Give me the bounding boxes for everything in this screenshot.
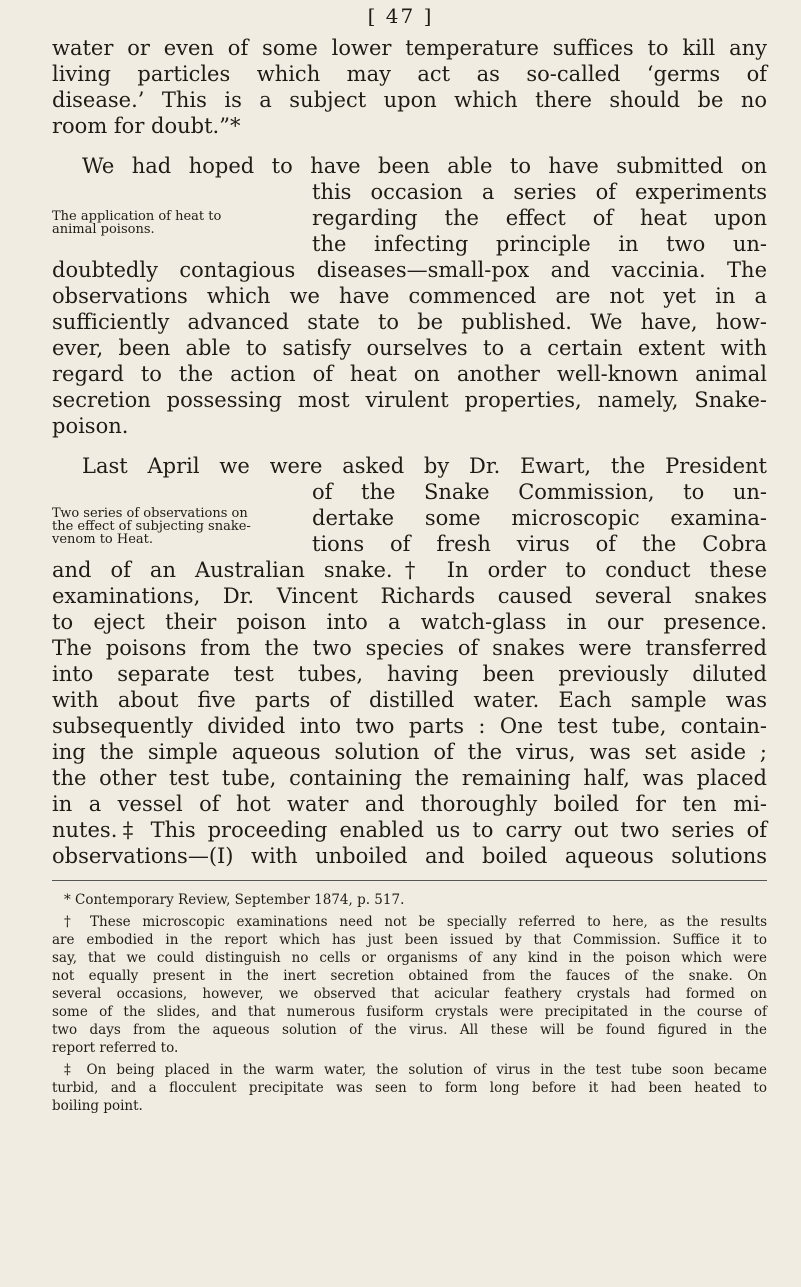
text-line: ing the simple aqueous solution of the virus, was set aside ; bbox=[52, 740, 767, 764]
footnote-line: report referred to. bbox=[52, 1040, 179, 1056]
text-line: in a vessel of hot water and thoroughly boiled for ten mi- bbox=[52, 792, 767, 816]
text-line: secretion possessing most virulent properties, namely, Snake- bbox=[52, 388, 767, 412]
text-line: of the Snake Commission, to un- bbox=[312, 480, 767, 504]
footnote-line: † These microscopic examinations need not be specially referred to here, as the results bbox=[64, 914, 767, 930]
text-line: sufficiently advanced state to be published. We have, how- bbox=[52, 310, 767, 334]
text-line: and of an Australian snake.† In order to conduct these bbox=[52, 558, 767, 582]
text-line: disease.’ This is a subject upon which there should be no bbox=[52, 88, 767, 112]
side-note-line: Two series of observations on bbox=[52, 506, 248, 521]
footnote-line: boiling point. bbox=[52, 1098, 143, 1114]
text-line: observations—(I) with unboiled and boiled aqueous solutions bbox=[52, 844, 767, 868]
footnote-line: ‡ On being placed in the warm water, the solution of virus in the test tube soon became bbox=[64, 1062, 767, 1078]
footnote-line: are embodied in the report which has just been issued by that Commission. Suffice it to bbox=[52, 932, 767, 948]
text-line: the other test tube, containing the remaining half, was placed bbox=[52, 766, 767, 790]
text-line: water or even of some lower temperature suffices to kill any bbox=[52, 36, 767, 60]
footnote-line: say, that we could distinguish no cells or organisms of any kind in the poison which were bbox=[52, 950, 767, 966]
text-line: room for doubt.”* bbox=[52, 114, 241, 138]
side-note bbox=[52, 210, 302, 236]
text-line: poison. bbox=[52, 414, 129, 438]
text-line: dertake some microscopic examina- bbox=[312, 506, 767, 530]
text-line: into separate test tubes, having been previously diluted bbox=[52, 662, 767, 686]
text-line: doubtedly contagious diseases—small-pox and vaccinia. The bbox=[52, 258, 767, 282]
side-note-line: The application of heat to bbox=[52, 209, 222, 224]
footnote-line: * Contemporary Review, September 1874, p. 517. bbox=[64, 892, 405, 908]
page-number: [ 47 ] bbox=[367, 4, 434, 28]
footnote-line: two days from the aqueous solution of the virus. All these will be found figured in the bbox=[52, 1022, 767, 1038]
side-note-line: animal poisons. bbox=[52, 222, 155, 237]
text-line: with about five parts of distilled water. Each sample was bbox=[52, 688, 767, 712]
footnote-line: several occasions, however, we observed that acicular feathery crystals had formed on bbox=[52, 986, 767, 1002]
text-line: regard to the action of heat on another well-known animal bbox=[52, 362, 767, 386]
text-line: the infecting principle in two un- bbox=[312, 232, 767, 256]
footnote-separator bbox=[52, 880, 767, 881]
text-line: examinations, Dr. Vincent Richards caused several snakes bbox=[52, 584, 767, 608]
side-note bbox=[52, 507, 302, 546]
footnote-line: some of the slides, and that numerous fusiform crystals were precipitated in the course of bbox=[52, 1004, 767, 1020]
text-line: subsequently divided into two parts : One test tube, contain- bbox=[52, 714, 767, 738]
text-line: regarding the effect of heat upon bbox=[312, 206, 767, 230]
text-line: The poisons from the two species of snakes were transferred bbox=[52, 636, 767, 660]
text-line: We had hoped to have been able to have submitted on bbox=[82, 154, 767, 178]
text-line: living particles which may act as so-called ‘germs of bbox=[52, 62, 767, 86]
text-line: nutes.‡ This proceeding enabled us to carry out two series of bbox=[52, 818, 767, 842]
text-line: Last April we were asked by Dr. Ewart, the President bbox=[82, 454, 767, 478]
footnote-line: turbid, and a flocculent precipitate was seen to form long before it had been heated to bbox=[52, 1080, 767, 1096]
text-line: tions of fresh virus of the Cobra bbox=[312, 532, 767, 556]
text-line: ever, been able to satisfy ourselves to a certain extent with bbox=[52, 336, 767, 360]
text-line: observations which we have commenced are not yet in a bbox=[52, 284, 767, 308]
text-line: this occasion a series of experiments bbox=[312, 180, 767, 204]
text-line: to eject their poison into a watch-glass in our presence. bbox=[52, 610, 767, 634]
footnote-line: not equally present in the inert secretion obtained from the fauces of the snake. On bbox=[52, 968, 767, 984]
side-note-line: venom to Heat. bbox=[52, 532, 154, 547]
side-note-line: the effect of subjecting snake- bbox=[52, 519, 251, 534]
